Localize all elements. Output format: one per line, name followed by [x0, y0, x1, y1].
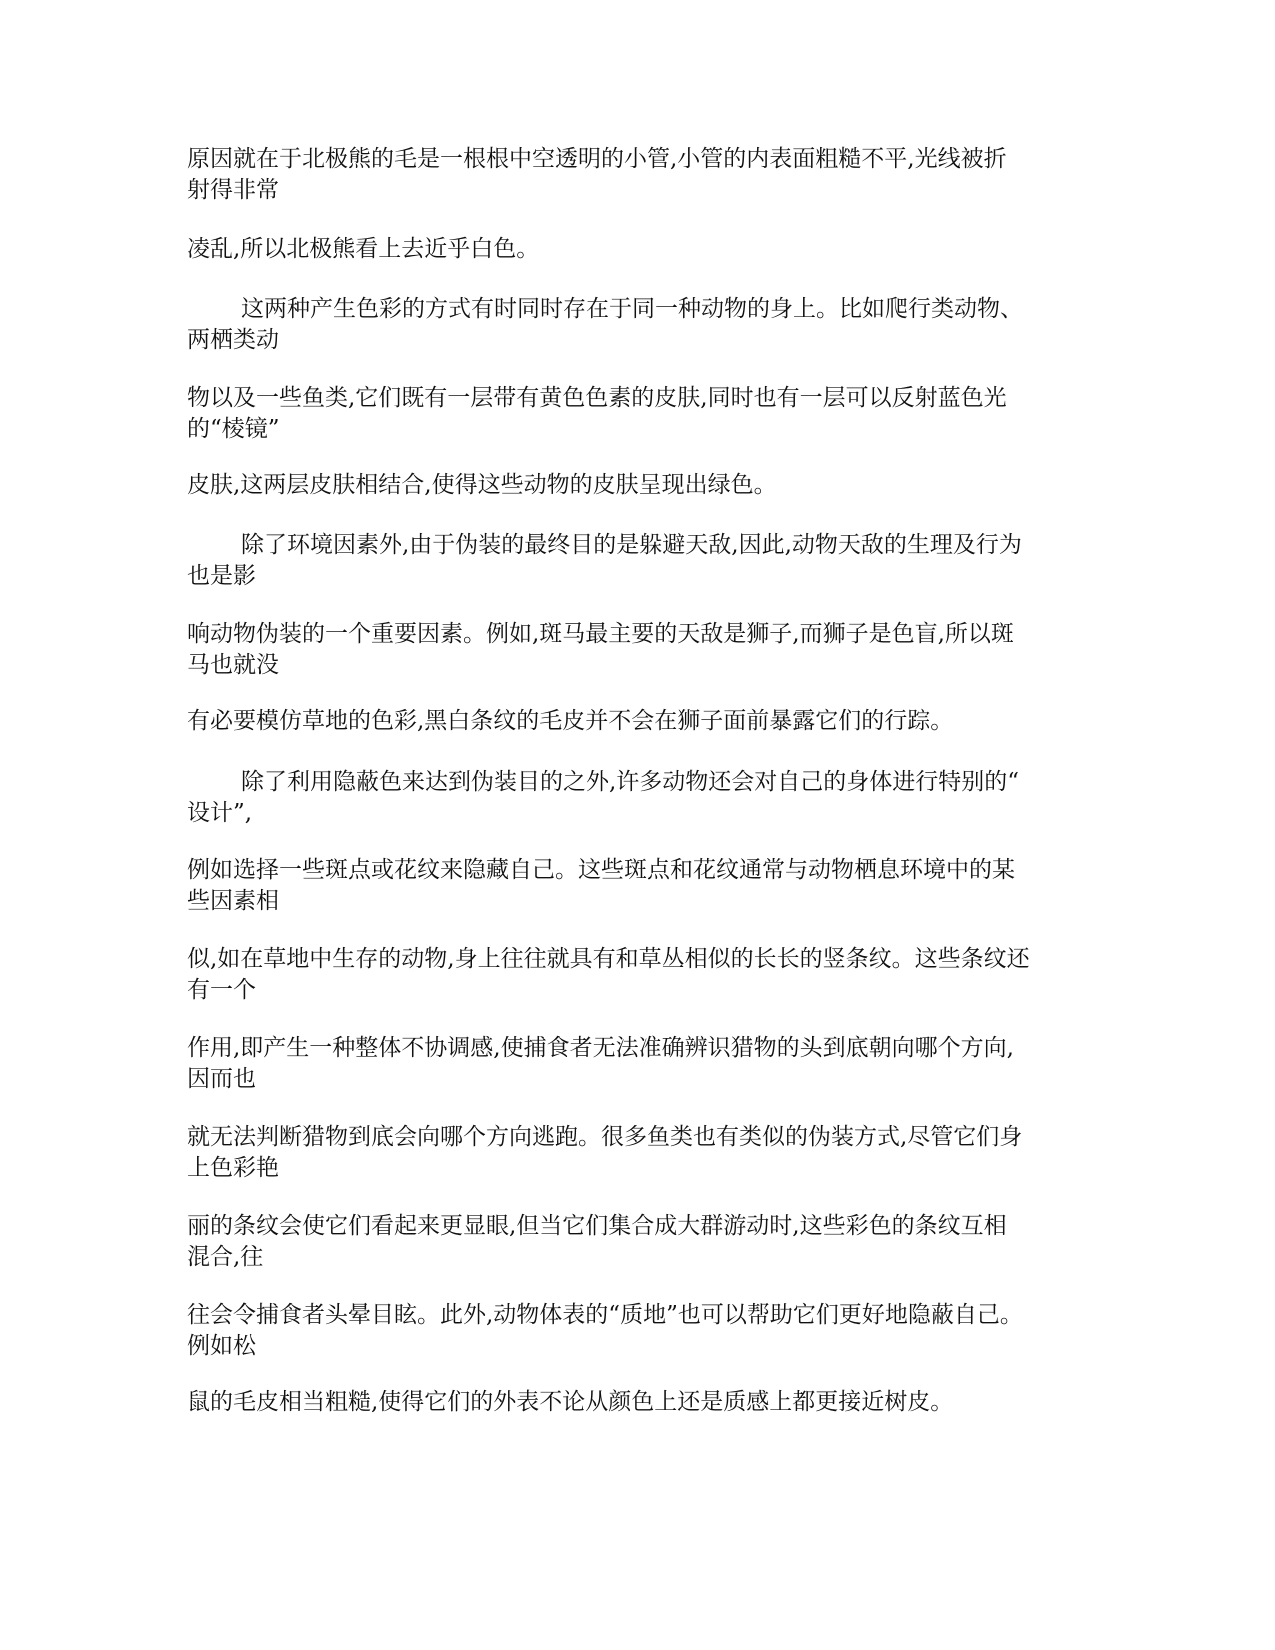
- line-text: 原因就在于北极熊的毛是一根根中空透明的小管,小管的内表面粗糙不平,光线被折: [187, 146, 1007, 172]
- text-line: [187, 144, 1087, 206]
- line-text: 这两种产生色彩的方式有时同时存在于同一种动物的身上。比如爬行类动物、: [241, 296, 1023, 322]
- line-text: 除了利用隐蔽色来达到伪装目的之外,许多动物还会对自己的身体进行特别的“: [241, 769, 1020, 795]
- line-text: 物以及一些鱼类,它们既有一层带有黄色色素的皮肤,同时也有一层可以反射蓝色光: [187, 385, 1007, 411]
- text-line-indented: [187, 767, 1087, 829]
- text-line: [187, 855, 1087, 917]
- text-line: [187, 1033, 1087, 1095]
- line-text: 作用,即产生一种整体不协调感,使捕食者无法准确辨识猎物的头到底朝向哪个方向,: [187, 1035, 1014, 1061]
- line-wrap: 上色彩艳: [187, 1155, 279, 1181]
- line-text: 皮肤,这两层皮肤相结合,使得这些动物的皮肤呈现出绿色。: [187, 472, 777, 498]
- line-text: 有必要模仿草地的色彩,黑白条纹的毛皮并不会在狮子面前暴露它们的行踪。: [187, 708, 954, 734]
- line-wrap: 两栖类动: [187, 327, 279, 353]
- text-line: [187, 234, 1087, 265]
- line-text: 响动物伪装的一个重要因素。例如,斑马最主要的天敌是狮子,而狮子是色盲,所以斑: [187, 621, 1014, 647]
- line-wrap: 的“棱镜”: [187, 416, 280, 442]
- line-wrap: 混合,往: [187, 1244, 264, 1270]
- text-line-indented: [187, 530, 1087, 592]
- text-line-indented: [187, 294, 1087, 356]
- text-line: [187, 619, 1087, 681]
- line-text: 凌乱,所以北极熊看上去近乎白色。: [187, 236, 540, 262]
- line-text: 鼠的毛皮相当粗糙,使得它们的外表不论从颜色上还是质感上都更接近树皮。: [187, 1389, 954, 1415]
- line-text: 似,如在草地中生存的动物,身上往往就具有和草丛相似的长长的竖条纹。这些条纹还: [187, 946, 1030, 972]
- line-text: 除了环境因素外,由于伪装的最终目的是躲避天敌,因此,动物天敌的生理及行为: [241, 532, 1022, 558]
- line-text: 往会令捕食者头晕目眩。此外,动物体表的“质地”也可以帮助它们更好地隐蔽自己。: [187, 1302, 1023, 1328]
- line-wrap: 马也就没: [187, 652, 279, 678]
- text-line: [187, 1300, 1087, 1362]
- line-wrap: 也是影: [187, 563, 256, 589]
- line-wrap: 有一个: [187, 977, 256, 1003]
- line-wrap: 些因素相: [187, 888, 279, 914]
- text-line: [187, 470, 1087, 501]
- line-text: 丽的条纹会使它们看起来更显眼,但当它们集合成大群游动时,这些彩色的条纹互相: [187, 1213, 1007, 1239]
- text-line: [187, 1387, 1087, 1418]
- text-line: [187, 1211, 1087, 1273]
- text-line: [187, 383, 1087, 445]
- text-line: [187, 706, 1087, 737]
- line-text: 就无法判断猎物到底会向哪个方向逃跑。很多鱼类也有类似的伪装方式,尽管它们身: [187, 1124, 1023, 1150]
- text-line: [187, 944, 1087, 1006]
- text-line: [187, 1122, 1087, 1184]
- line-wrap: 例如松: [187, 1333, 256, 1359]
- line-wrap: 因而也: [187, 1066, 256, 1092]
- line-text: 例如选择一些斑点或花纹来隐藏自己。这些斑点和花纹通常与动物栖息环境中的某: [187, 857, 1015, 883]
- line-wrap: 设计”,: [187, 800, 253, 826]
- line-wrap: 射得非常: [187, 177, 279, 203]
